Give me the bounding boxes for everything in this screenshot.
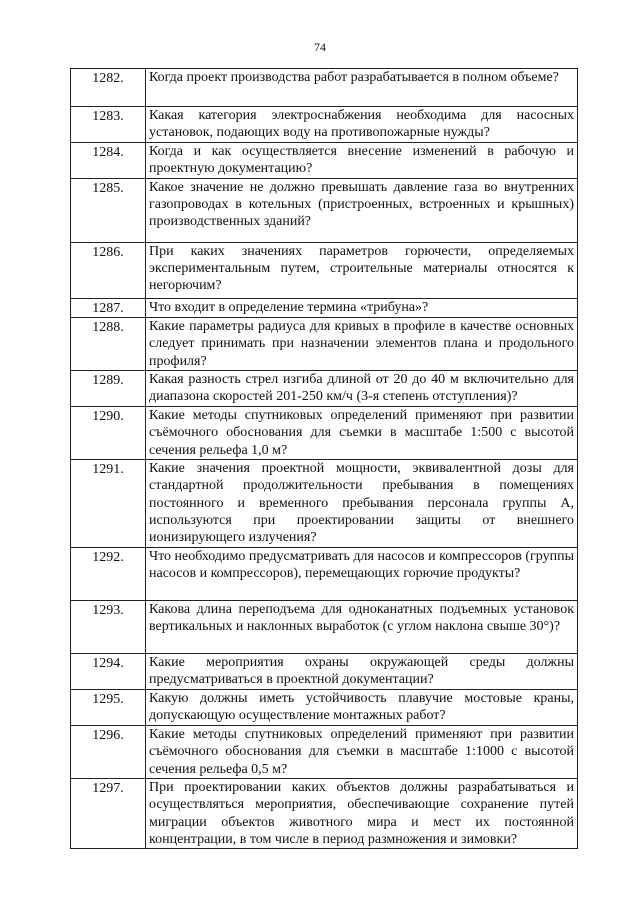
table-row [71, 601, 578, 654]
question-number: 1291. [71, 460, 146, 548]
question-number: 1283. [71, 107, 146, 143]
question-text: Какие методы спутниковых определений применяют при развитии съёмочного обоснования для съемки в масштабе 1:1000 с высотой сечения рельефа 0,5 м? [146, 726, 578, 779]
question-text: Какова длина переподъема для одноканатных подъемных установок вертикальных и наклонных выработок (с углом наклона свыше 30°)? [146, 601, 578, 654]
table-row [71, 726, 578, 779]
question-number: 1282. [71, 69, 146, 107]
question-text: Какие параметры радиуса для кривых в профиле в качестве основных следует принимать при назначении элементов плана и продольного профиля? [146, 318, 578, 371]
question-text: Какая категория электроснабжения необходима для насосных установок, подающих воду на противопожарные нужды? [146, 107, 578, 143]
question-text: Какую должны иметь устойчивость плавучие мостовые краны, допускающую осуществление монтажных работ? [146, 690, 578, 726]
question-number: 1284. [71, 143, 146, 179]
table-row [71, 779, 578, 849]
question-number: 1295. [71, 690, 146, 726]
question-number: 1288. [71, 318, 146, 371]
question-number: 1293. [71, 601, 146, 654]
question-text: При каких значениях параметров горючести, определяемых экспериментальным путем, строительные материалы относятся к негорючим? [146, 243, 578, 299]
question-text: Что входит в определение термина «трибуна»? [146, 299, 578, 318]
question-number: 1292. [71, 548, 146, 601]
question-number: 1286. [71, 243, 146, 299]
question-number: 1285. [71, 179, 146, 243]
table-row [71, 407, 578, 460]
question-text: При проектировании каких объектов должны разрабатываться и осуществляться мероприятия, обеспечивающие сохранение путей миграции объектов животного мира и мест их постоянной концентрации, в том числе в период размножения и зимовки? [146, 779, 578, 849]
table-row [71, 548, 578, 601]
question-text: Какие мероприятия охраны окружающей среды должны предусматриваться в проектной документации? [146, 654, 578, 690]
table-row [71, 179, 578, 243]
table-row [71, 690, 578, 726]
table-row [71, 460, 578, 548]
table-row [71, 243, 578, 299]
question-number: 1290. [71, 407, 146, 460]
questions-table [70, 68, 578, 849]
question-text: Что необходимо предусматривать для насосов и компрессоров (группы насосов и компрессоров), перемещающих горючие продукты? [146, 548, 578, 601]
question-text: Какая разность стрел изгиба длиной от 20 до 40 м включительно для диапазона скоростей 201-250 км/ч (3-я степень отступления)? [146, 371, 578, 407]
table-row [71, 318, 578, 371]
question-number: 1289. [71, 371, 146, 407]
question-text: Какие методы спутниковых определений применяют при развитии съёмочного обоснования для съемки в масштабе 1:500 с высотой сечения рельефа 1,0 м? [146, 407, 578, 460]
table-row [71, 143, 578, 179]
table-row [71, 371, 578, 407]
table-row [71, 107, 578, 143]
table-row [71, 299, 578, 318]
question-text: Какое значение не должно превышать давление газа во внутренних газопроводах в котельных (пристроенных, встроенных и крышных) производственных зданий? [146, 179, 578, 243]
table-row [71, 654, 578, 690]
question-number: 1297. [71, 779, 146, 849]
table-row [71, 69, 578, 107]
question-number: 1296. [71, 726, 146, 779]
question-text: Какие значения проектной мощности, эквивалентной дозы для стандартной продолжительности пребывания в помещениях постоянного и временного пребывания персонала группы А, используются при проектировании защиты от внешнего ионизирующего излучения? [146, 460, 578, 548]
page-number: 74 [314, 40, 326, 54]
question-text: Когда и как осуществляется внесение изменений в рабочую и проектную документацию? [146, 143, 578, 179]
question-number: 1287. [71, 299, 146, 318]
question-number: 1294. [71, 654, 146, 690]
question-text: Когда проект производства работ разрабатывается в полном объеме? [146, 69, 578, 107]
